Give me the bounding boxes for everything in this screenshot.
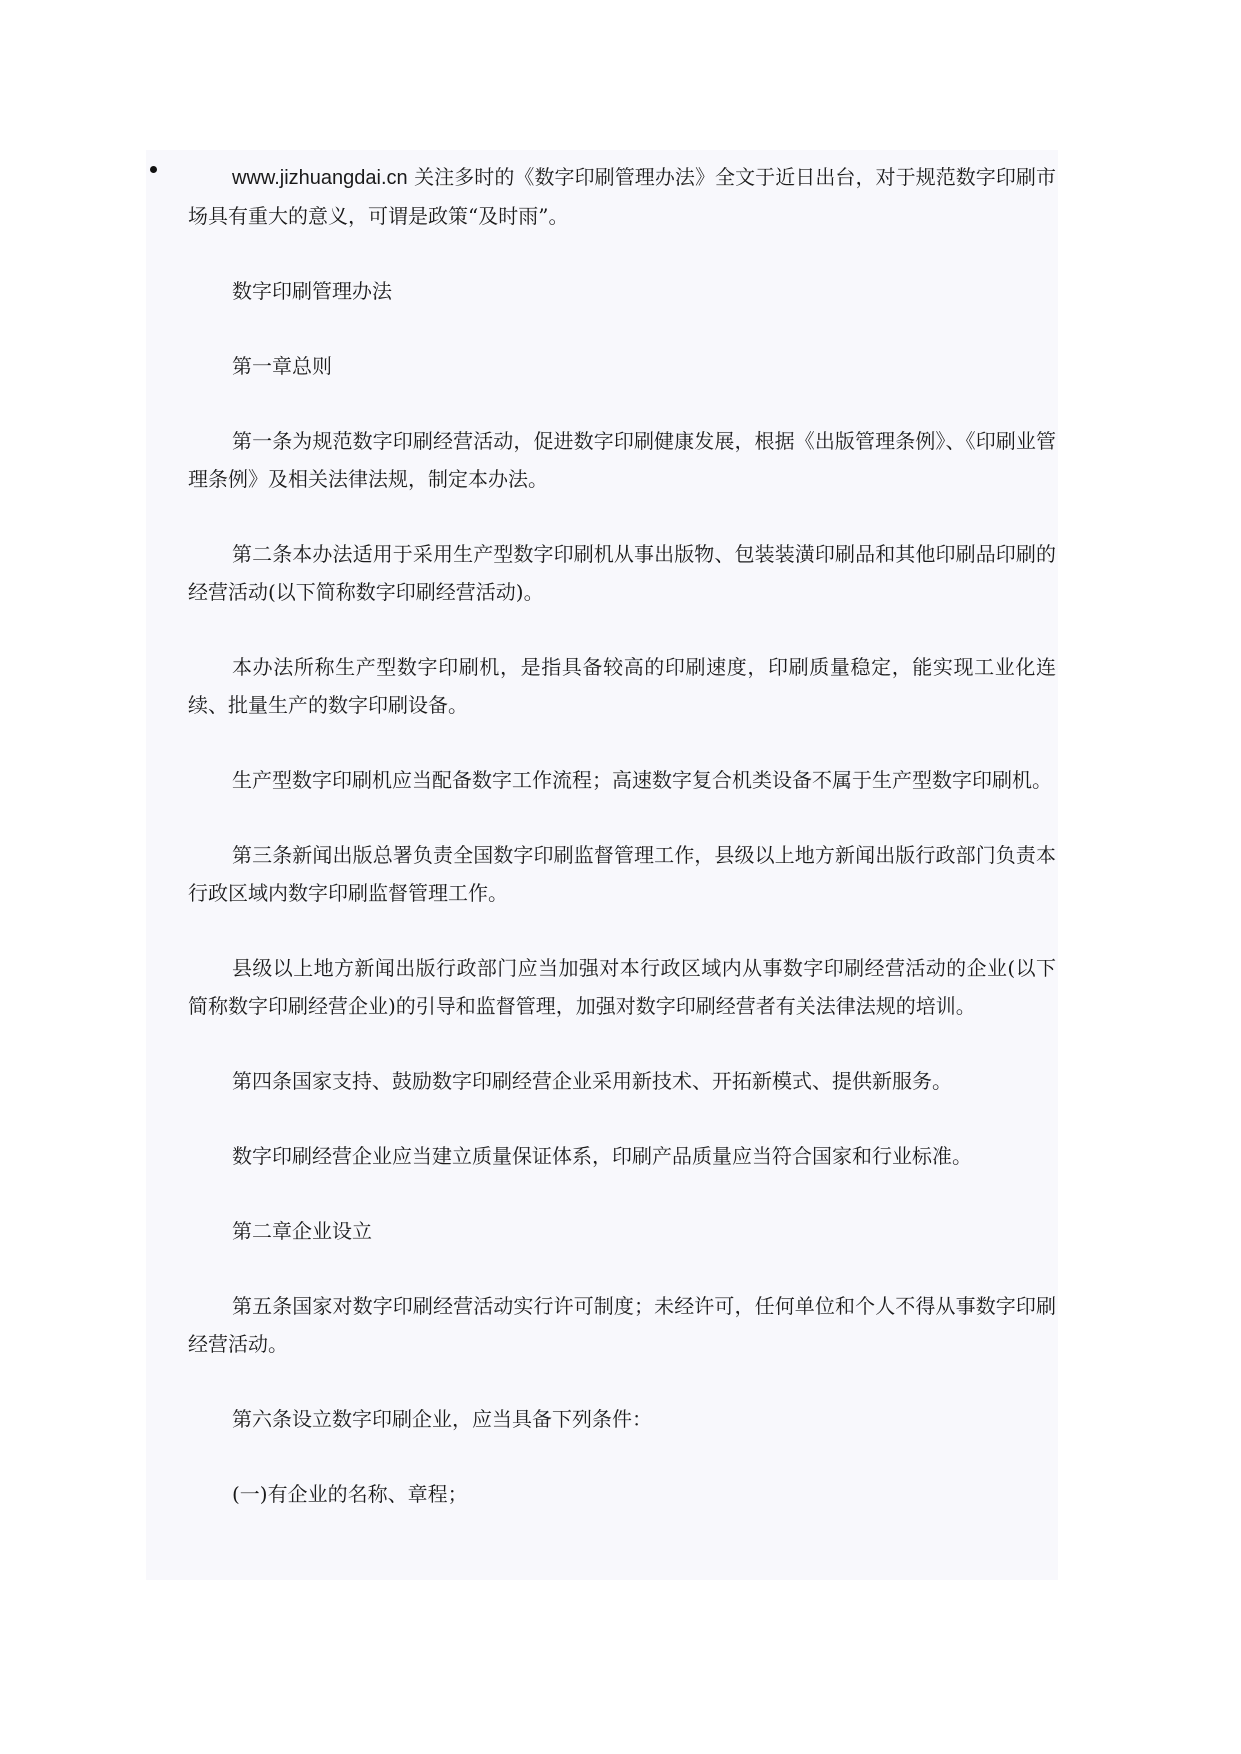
article-paragraph: 第六条设立数字印刷企业，应当具备下列条件：	[232, 1407, 652, 1431]
article-paragraph: 第二条本办法适用于采用生产型数字印刷机从事出版物、包装装潢印刷品和其他印刷品印刷的经营活动(以下简称数字印刷经营活动)。	[188, 542, 1056, 604]
list-item: (一)有企业的名称、章程；	[232, 1482, 468, 1506]
source-url: www.jizhuangdai.cn	[232, 167, 408, 189]
article-paragraph: 第五条国家对数字印刷经营活动实行许可制度；未经许可，任何单位和个人不得从事数字印刷经营活动。	[188, 1294, 1056, 1356]
article-paragraph: 第四条国家支持、鼓励数字印刷经营企业采用新技术、开拓新模式、提供新服务。	[232, 1069, 952, 1093]
article-paragraph: 生产型数字印刷机应当配备数字工作流程；高速数字复合机类设备不属于生产型数字印刷机。	[232, 768, 1052, 792]
chapter-heading: 第一章总则	[232, 354, 332, 378]
intro-paragraph	[188, 158, 1056, 235]
chapter-heading: 第二章企业设立	[232, 1219, 372, 1243]
intro-text: 关注多时的《数字印刷管理办法》全文于近日出台，对于规范数字印刷市场具有重大的意义，可谓是政策“及时雨”。	[188, 165, 1056, 228]
article-paragraph: 县级以上地方新闻出版行政部门应当加强对本行政区域内从事数字印刷经营活动的企业(以下简称数字印刷经营企业)的引导和监督管理，加强对数字印刷经营者有关法律法规的培训。	[188, 956, 1056, 1018]
article-paragraph: 数字印刷经营企业应当建立质量保证体系，印刷产品质量应当符合国家和行业标准。	[232, 1144, 972, 1168]
doc-title: 数字印刷管理办法	[232, 279, 392, 303]
list-bullet	[150, 166, 157, 173]
article-body	[188, 158, 1056, 1513]
article-paragraph: 第一条为规范数字印刷经营活动，促进数字印刷健康发展，根据《出版管理条例》、《印刷业管理条例》及相关法律法规，制定本办法。	[188, 429, 1056, 491]
article-paragraph: 本办法所称生产型数字印刷机，是指具备较高的印刷速度，印刷质量稳定，能实现工业化连续、批量生产的数字印刷设备。	[188, 655, 1056, 717]
article-paragraph: 第三条新闻出版总署负责全国数字印刷监督管理工作，县级以上地方新闻出版行政部门负责本行政区域内数字印刷监督管理工作。	[188, 843, 1056, 905]
